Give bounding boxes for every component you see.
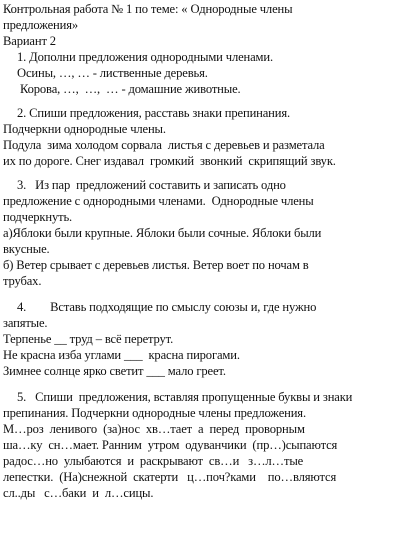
spacer — [3, 379, 401, 389]
task-2-heading: 2. Спиши предложения, расставь знаки препинания. — [17, 106, 291, 120]
task-3-line: а)Яблоки были крупные. Яблоки были сочные. Яблоки были — [3, 226, 322, 240]
task-4-line: Зимнее солнце ярко светит ___ мало греет. — [3, 364, 226, 378]
task-3-line: трубах. — [3, 274, 42, 288]
spacer — [3, 169, 401, 177]
task-5-line: лепестки. (На)снежной скатерти ц…поч?ками по…вляются — [3, 470, 337, 484]
task-5-line: сл..ды с…баки и л…сицы. — [3, 486, 154, 500]
task-2-line: Подула зима холодом сорвала листья с деревьев и разметала — [3, 138, 325, 152]
spacer — [3, 97, 401, 105]
task-2-line: Подчеркни однородные члены. — [3, 122, 166, 136]
task-5-heading: 5. Спиши предложения, вставляя пропущенные буквы и знаки — [17, 390, 353, 404]
task-1-line: Осины, …, … - лиственные деревья. — [17, 66, 208, 80]
task-4-line: Не красна изба углами ___ красна пирогами. — [3, 348, 240, 362]
task-4-line: Терпенье __ труд – всё перетрут. — [3, 332, 174, 346]
task-3-line: б) Ветер срывает с деревьев листья. Ветер воет по ночам в — [3, 258, 309, 272]
task-5-line: М…роз ленивого (за)нос хв…тает а перед проворным — [3, 422, 305, 436]
spacer — [3, 289, 401, 299]
task-5-line: ша…ку сн…мает. Ранним утром одуванчики (пр…)сыпаются — [3, 438, 338, 452]
task-4-line: запятые. — [3, 316, 48, 330]
task-5-line: радос…но улыбаются и раскрывают св…и з…л…тые — [3, 454, 304, 468]
task-1-heading: 1. Дополни предложения однородными членами. — [17, 50, 273, 64]
variant-label: Вариант 2 — [3, 34, 56, 48]
document-title-line-2: предложения» — [3, 18, 79, 32]
task-2-line: их по дороге. Снег издавал громкий звонкий скрипящий звук. — [3, 154, 336, 168]
task-3-line: подчеркнуть. — [3, 210, 73, 224]
task-3-line: предложение с однородными членами. Однородные члены — [3, 194, 314, 208]
task-5-line: препинания. Подчеркни однородные члены предложения. — [3, 406, 306, 420]
document-title-line-1: Контрольная работа № 1 по теме: « Однородные члены — [3, 2, 293, 16]
task-3-line: вкусные. — [3, 242, 50, 256]
task-1-line: Корова, …, …, … - домашние животные. — [17, 82, 241, 96]
task-3-heading: 3. Из пар предложений составить и записать одно — [17, 178, 286, 192]
task-4-heading: 4. Вставь подходящие по смыслу союзы и, где нужно — [17, 300, 317, 314]
